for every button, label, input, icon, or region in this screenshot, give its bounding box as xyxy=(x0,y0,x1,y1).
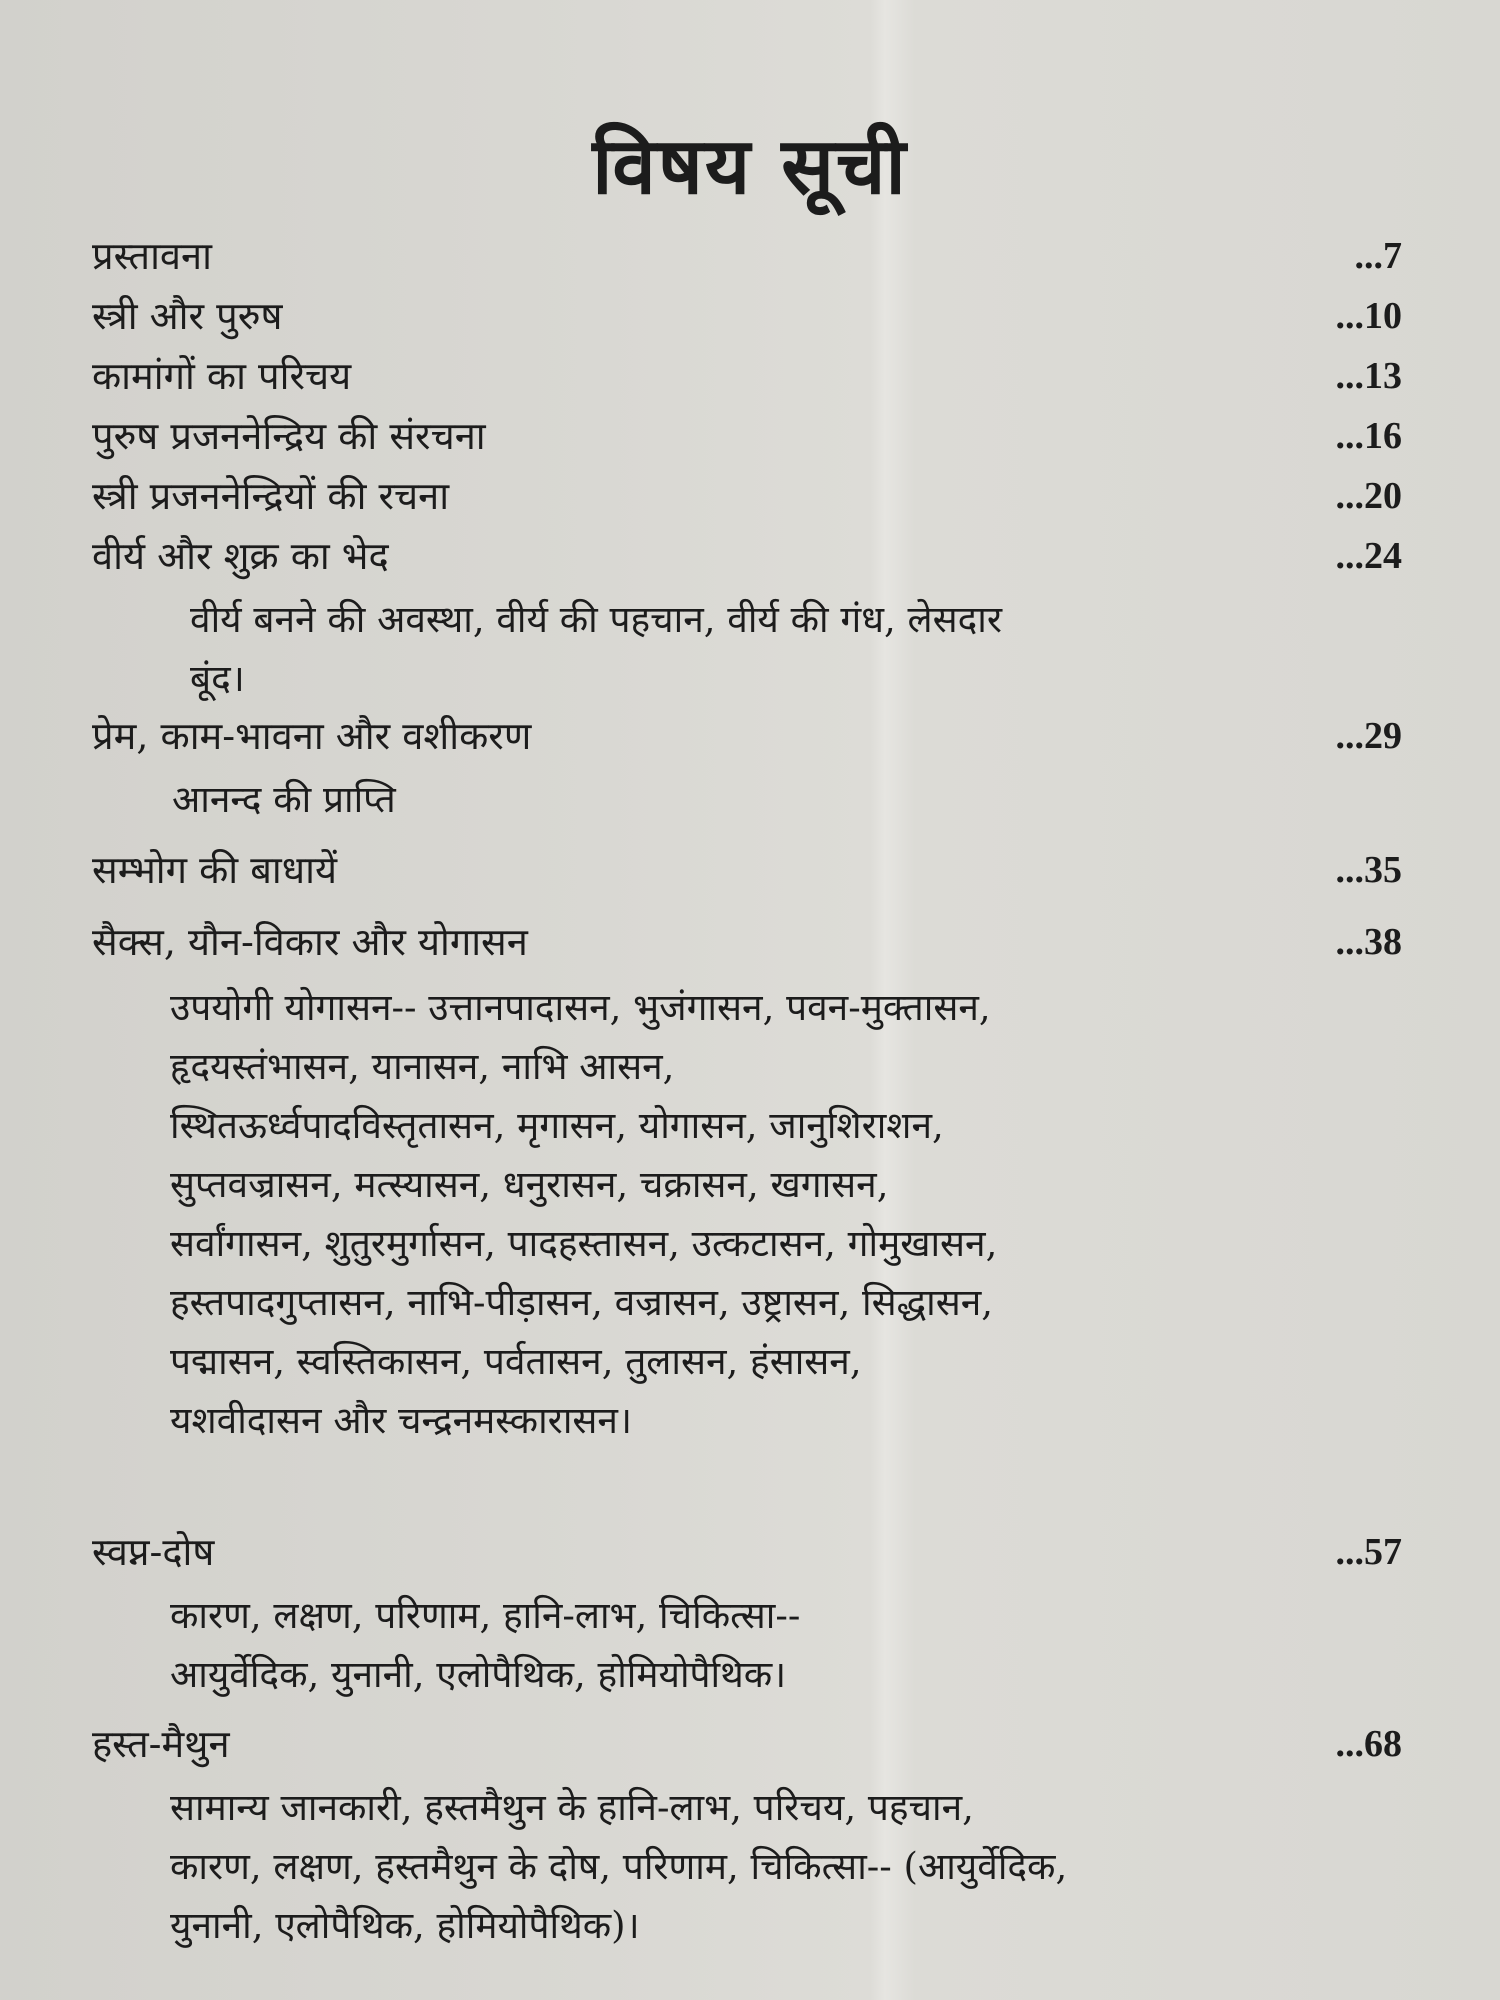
toc-page-number: ...68 xyxy=(1335,1723,1402,1765)
toc-entry-label: कामांगों का परिचय xyxy=(92,354,352,398)
page-title: विषय सूची xyxy=(592,121,908,212)
toc-entry-label: सम्भोग की बाधायें xyxy=(92,848,338,892)
toc-entry-label: सैक्स, यौन-विकार और योगासन xyxy=(92,920,528,964)
toc-entry-label: स्त्री और पुरुष xyxy=(92,294,283,338)
toc-page-number: ...38 xyxy=(1335,921,1402,963)
toc-page-number: ...35 xyxy=(1335,849,1402,891)
toc-entry-subtopics: आनन्द की प्राप्ति xyxy=(172,778,396,821)
toc-entry-label: स्वप्न-दोष xyxy=(92,1530,215,1574)
toc-entry-label: प्रस्तावना xyxy=(92,234,212,278)
toc-page-number: ...57 xyxy=(1335,1531,1402,1573)
toc-entry-label: वीर्य और शुक्र का भेद xyxy=(92,534,389,578)
toc-entry-subtopics: सामान्य जानकारी, हस्तमैथुन के हानि-लाभ, परिचय, पहचान, कारण, लक्षण, हस्तमैथुन के दोष, परिणाम, चिकित्सा-- (आयुर्वेदिक, युनानी, एलोपैथिक, होमियोपैथिक)। xyxy=(170,1786,1068,1947)
toc-page-number: ...7 xyxy=(1354,235,1402,277)
toc-entry-label: स्त्री प्रजननेन्द्रियों की रचना xyxy=(92,474,450,518)
toc-page-number: ...16 xyxy=(1335,415,1402,457)
toc-page-number: ...29 xyxy=(1335,715,1402,757)
toc-entry-label: प्रेम, काम-भावना और वशीकरण xyxy=(92,714,532,758)
toc-entry-subtopics: वीर्य बनने की अवस्था, वीर्य की पहचान, वीर्य की गंध, लेसदार बूंद। xyxy=(190,598,1002,700)
toc-entry-subtopics: कारण, लक्षण, परिणाम, हानि-लाभ, चिकित्सा-- आयुर्वेदिक, युनानी, एलोपैथिक, होमियोपैथिक। xyxy=(170,1594,801,1696)
toc-entry-label: हस्त-मैथुन xyxy=(92,1722,230,1766)
toc-page-number: ...24 xyxy=(1335,535,1402,577)
toc-page-number: ...10 xyxy=(1335,295,1402,337)
toc-entry-subtopics: उपयोगी योगासन-- उत्तानपादासन, भुजंगासन, पवन-मुक्तासन, हृदयस्तंभासन, यानासन, नाभि आसन, स्थितऊर्ध्वपादविस्तृतासन, मृगासन, योगासन, जानुशिराशन, सुप्तवज्रासन, मत्स्यासन, धनुरासन, चक्रासन, खगासन, सर्वांगासन, शुतुरमुर्गासन, पादहस्तासन, उत्कटासन, गोमुखासन, हस्तपादगुप्तासन, नाभि-पीड़ासन, वज्रासन, उष्ट्रासन, सिद्धासन, पद्मासन, स्वस्तिकासन, पर्वतासन, तुलासन, हंसासन, यशवीदासन और चन्द्रनमस्कारासन। xyxy=(170,986,998,1442)
toc-entry-label: पुरुष प्रजननेन्द्रिय की संरचना xyxy=(92,414,486,458)
toc-page-number: ...20 xyxy=(1335,475,1402,517)
toc-page-number: ...13 xyxy=(1335,355,1402,397)
